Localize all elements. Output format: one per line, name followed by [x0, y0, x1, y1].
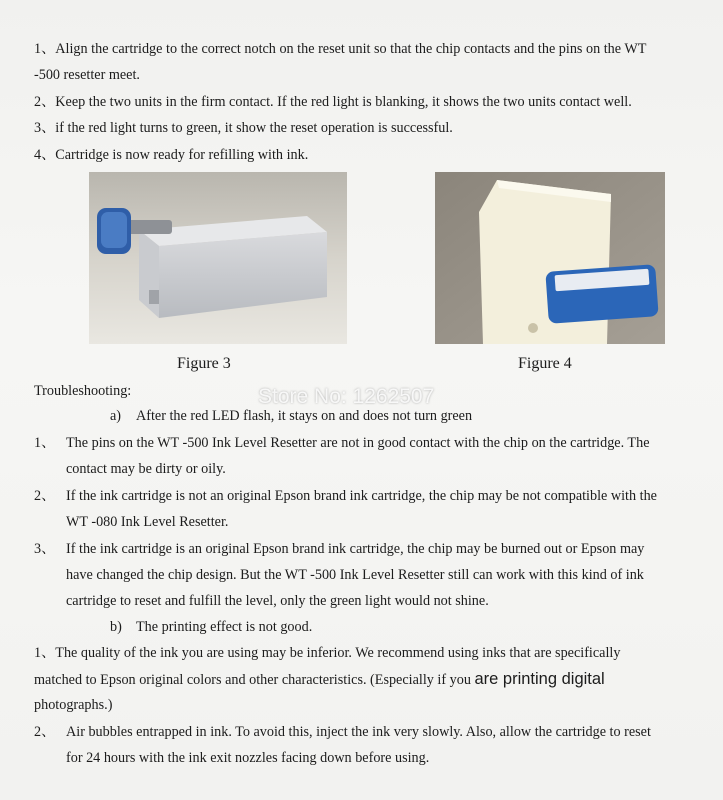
a-item-2-line-1: If the ink cartridge is not an original Epson brand ink cartridge, the chip may be not compatible with the [66, 488, 657, 504]
b-item-2-number: 2、 [34, 724, 56, 740]
section-b-marker: b) [110, 619, 122, 635]
a-item-1-line-1: The pins on the WT -500 Ink Level Resetter are not in good contact with the chip on the cartridge. The [66, 435, 650, 451]
b-item-1-line-2 [34, 669, 605, 690]
section-a-title: After the red LED flash, it stays on and does not turn green [136, 408, 473, 424]
step-4 [34, 145, 308, 165]
a-item-3-line-2: have changed the chip design. But the WT -500 Ink Level Resetter still can work with this kind of ink [66, 567, 644, 583]
b-item-1-text: matched to Epson original colors and other characteristics. (Especially if you [34, 672, 475, 688]
a-item-3-line-1: If the ink cartridge is an original Epson brand ink cartridge, the chip may be burned out or Epson may [66, 541, 645, 557]
troubleshooting-heading: Troubleshooting: [34, 383, 132, 399]
step-number: 1、 [34, 41, 56, 57]
figure-3-caption: Figure 3 [177, 355, 231, 372]
b-item-1-text: The quality of the ink you are using may be inferior. We recommend using inks that are specifically [55, 645, 621, 661]
step-number: 2、 [34, 94, 56, 110]
step-number: 3、 [34, 120, 56, 136]
b-item-2-line-2: for 24 hours with the ink exit nozzles facing down before using. [66, 750, 430, 766]
section-b-title: The printing effect is not good. [136, 619, 313, 635]
b-item-1-line-1 [34, 643, 620, 663]
section-a-marker: a) [110, 408, 122, 424]
a-item-3-line-3: cartridge to reset and fulfill the level, only the green light would not shine. [66, 593, 489, 609]
b-item-1-text-emphasis: are printing digital [474, 670, 605, 688]
step-1 [34, 39, 646, 59]
step-text: Align the cartridge to the correct notch on the reset unit so that the chip contacts and the pins on the WT [55, 41, 647, 57]
step-number: 4、 [34, 147, 56, 163]
a-item-1-line-2: contact may be dirty or oily. [66, 461, 226, 477]
a-item-1-number: 1、 [34, 435, 56, 451]
figure-4-caption: Figure 4 [518, 355, 572, 372]
figure-4-photo [435, 172, 665, 344]
figure-3-photo [89, 172, 347, 344]
store-watermark: Store No: 1262507 [258, 385, 435, 408]
step-1-continued: -500 resetter meet. [34, 67, 140, 83]
a-item-3-number: 3、 [34, 541, 56, 557]
b-item-1-line-3: photographs.) [34, 697, 113, 713]
step-2 [34, 92, 632, 112]
b-item-2-line-1: Air bubbles entrapped in ink. To avoid this, inject the ink very slowly. Also, allow the cartridge to reset [66, 724, 651, 740]
step-text: Keep the two units in the firm contact. If the red light is blanking, it shows the two units contact well. [55, 94, 632, 110]
a-item-2-number: 2、 [34, 488, 56, 504]
step-text: if the red light turns to green, it show the reset operation is successful. [55, 120, 453, 136]
a-item-2-line-2: WT -080 Ink Level Resetter. [66, 514, 229, 530]
step-3 [34, 118, 453, 138]
step-text: Cartridge is now ready for refilling with ink. [55, 147, 309, 163]
b-item-1-number: 1、 [34, 645, 56, 661]
